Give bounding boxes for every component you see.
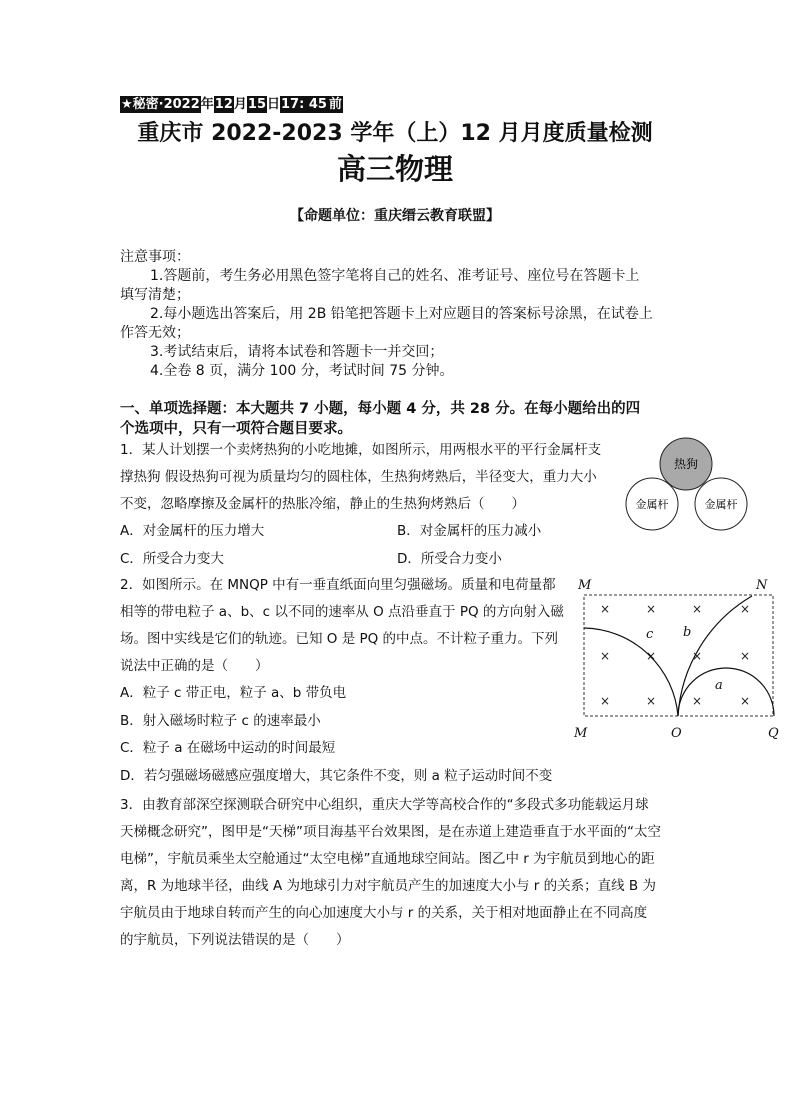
section-heading: 一、单项选择题：本大题共 7 小题，每小题 4 分，共 28 分。在每小题给出的四 <box>120 401 641 417</box>
secret-part: 前 <box>328 97 342 112</box>
q3-stem-line: 宇航员由于地球自转而产生的向心加速度大小与 r 的关系，关于相对地面静止在不同高度 <box>120 905 648 921</box>
secret-marker <box>120 96 343 113</box>
label-M-top: M <box>578 578 592 593</box>
rod-label: 金属杆 <box>635 498 669 511</box>
cross-mark: × <box>645 694 657 708</box>
label-c: c <box>646 627 654 642</box>
q3-stem-line: 的宇航员，下列说法错误的是（ ） <box>120 932 350 948</box>
label-M-bottom: M <box>574 726 588 741</box>
secret-part: 17: 45 <box>281 97 327 112</box>
label-N: N <box>756 578 768 593</box>
q1-stem-line: 1．某人计划摆一个卖烤热狗的小吃地摊，如图所示，用两根水平的平行金属杆支 <box>120 442 602 458</box>
secret-part: 月 <box>233 97 247 112</box>
field-crosses <box>600 602 750 708</box>
cross-mark: × <box>691 649 703 663</box>
q1-stem-line: 撑热狗 假设热狗可视为质量均匀的圆柱体，生热狗烤熟后，半径变大，重力大小 <box>120 469 597 485</box>
section-heading: 个选项中，只有一项符合题目要求。 <box>120 421 352 437</box>
secret-part: ★秘密·2022 <box>121 97 200 112</box>
issuing-unit: 【命题单位：重庆缙云教育联盟】 <box>290 208 500 224</box>
magnetic-field-figure <box>570 572 785 744</box>
label-O: O <box>671 726 682 741</box>
cross-mark: × <box>739 694 751 708</box>
cross-mark: × <box>645 602 657 616</box>
q1-option: C．所受合力变大 <box>120 551 224 567</box>
trajectory-a <box>678 668 774 716</box>
note-line: 1.答题前，考生务必用黑色签字笔将自己的姓名、准考证号、座位号在答题卡上 <box>150 268 640 284</box>
q2-option: C．粒子 a 在磁场中运动的时间最短 <box>120 740 336 756</box>
q2-stem-line: 相等的带电粒子 a、b、c 以不同的速率从 O 点沿垂直于 PQ 的方向射入磁 <box>120 604 564 620</box>
trajectory-c <box>584 628 678 716</box>
label-Q: Q <box>768 726 779 741</box>
cross-mark: × <box>739 649 751 663</box>
q2-option: B．射入磁场时粒子 c 的速率最小 <box>120 713 321 729</box>
q2-stem-line: 场。图中实线是它们的轨迹。已知 O 是 PQ 的中点。不计粒子重力。下列 <box>120 631 559 647</box>
q2-stem-line: 说法中正确的是（ ） <box>120 658 269 674</box>
cross-mark: × <box>599 649 611 663</box>
q3-stem-line: 电梯”，宇航员乘坐太空舱通过“太空电梯”直通地球空间站。图乙中 r 为宇航员到地心的距 <box>120 851 655 867</box>
q2-stem-line: 2．如图所示。在 MNQP 中有一垂直纸面向里匀强磁场。质量和电荷量都 <box>120 577 556 593</box>
q1-stem-line: 不变，忽略摩擦及金属杆的热胀冷缩，静止的生热狗烤熟后（ ） <box>120 496 525 512</box>
hotdog-label: 热狗 <box>673 457 699 471</box>
q3-stem-line: 天梯概念研究”，图甲是“天梯”项目海基平台效果图，是在赤道上建造垂直于水平面的“太空 <box>120 824 661 840</box>
subject-title: 高三物理 <box>336 152 453 186</box>
cross-mark: × <box>691 694 703 708</box>
label-a: a <box>715 678 723 693</box>
secret-part: 年 <box>200 97 214 112</box>
note-line: 作答无效； <box>120 325 190 341</box>
cross-mark: × <box>599 602 611 616</box>
notes-heading: 注意事项： <box>120 249 190 265</box>
q3-stem-line: 3．由教育部深空探测联合研究中心组织，重庆大学等高校合作的“多段式多功能载运月球 <box>120 797 649 813</box>
note-line: 3.考试结束后，请将本试卷和答题卡一并交回； <box>150 344 444 360</box>
cross-mark: × <box>691 602 703 616</box>
q1-option: D．所受合力变小 <box>397 551 502 567</box>
cross-mark: × <box>645 649 657 663</box>
q2-option: D．若匀强磁场磁感应强度增大，其它条件不变，则 a 粒子运动时间不变 <box>120 768 553 784</box>
secret-part: 日 <box>267 97 281 112</box>
q1-option: B．对金属杆的压力减小 <box>397 523 542 539</box>
q1-option: A．对金属杆的压力增大 <box>120 523 265 539</box>
label-b: b <box>683 625 692 640</box>
q3-stem-line: 离，R 为地球半径，曲线 A 为地球引力对宇航员产生的加速度大小与 r 的关系；直线 B 为 <box>120 878 656 894</box>
exam-title: 重庆市 2022-2023 学年（上）12 月月度质量检测 <box>137 121 653 146</box>
note-line: 4.全卷 8 页，满分 100 分，考试时间 75 分钟。 <box>150 363 454 379</box>
note-line: 填写清楚； <box>120 287 190 303</box>
secret-part: 12 <box>214 97 233 112</box>
rod-label: 金属杆 <box>704 498 738 511</box>
note-line: 2.每小题选出答案后，用 2B 铅笔把答题卡上对应题目的答案标号涂黑，在试卷上 <box>150 306 653 322</box>
hotdog-figure <box>620 435 780 535</box>
cross-mark: × <box>599 694 611 708</box>
cross-mark: × <box>739 602 751 616</box>
secret-part: 15 <box>247 97 266 112</box>
q2-option: A．粒子 c 带正电，粒子 a、b 带负电 <box>120 685 347 701</box>
